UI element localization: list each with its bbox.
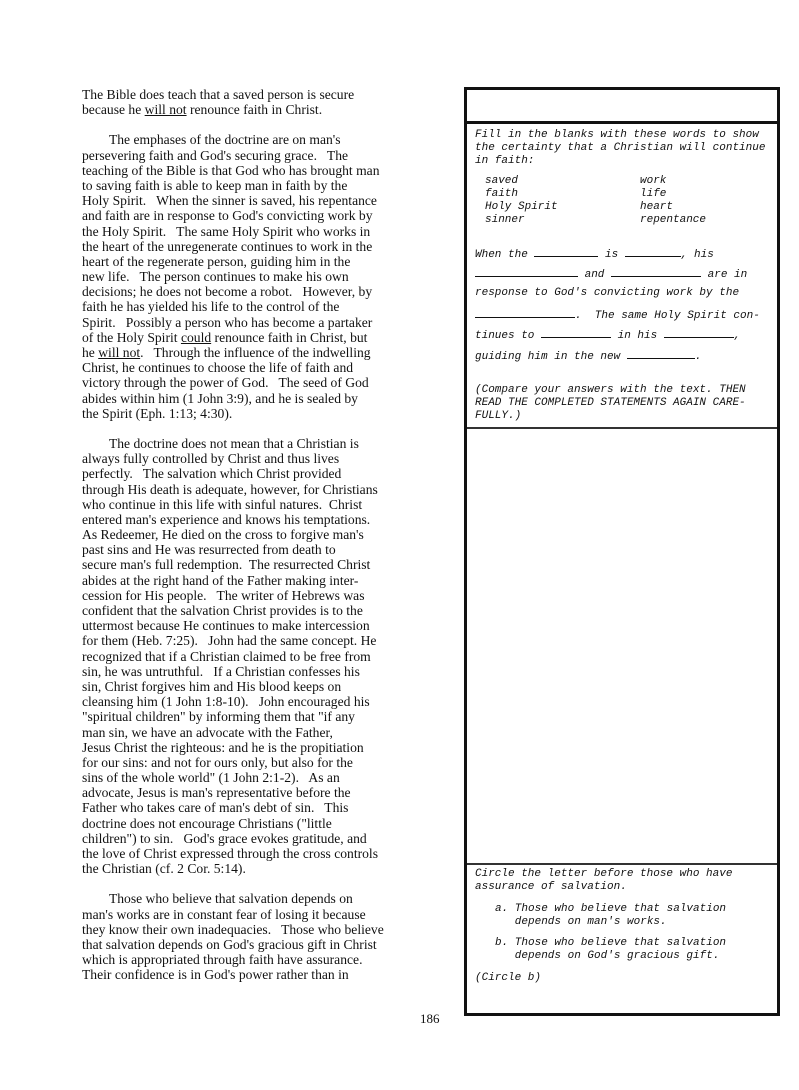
text: secure man's full redemption. The resurrected Christ — [82, 557, 371, 573]
text-line — [82, 132, 464, 147]
answer-blank — [611, 266, 701, 277]
text: teaching of the Bible is that God who has brought man — [82, 162, 380, 178]
main-text-column — [82, 87, 464, 998]
text-line — [82, 861, 464, 876]
word-repentance: repentance — [640, 214, 707, 226]
text: Father who takes care of man's debt of sin. This — [82, 800, 349, 816]
paragraph — [82, 891, 464, 982]
answer-blank — [475, 307, 575, 318]
text-line — [82, 846, 464, 861]
text: children") to sin. God's grace evokes gratitude, and — [82, 830, 367, 846]
answer-blank — [627, 348, 695, 359]
text-line — [82, 193, 464, 208]
text: the Christian (cf. 2 Cor. 5:14). — [82, 861, 246, 877]
text: and — [578, 269, 612, 282]
text: man's works are in constant fear of losing it because — [82, 906, 366, 922]
instruction-line: Fill in the blanks with these words to show — [475, 129, 759, 141]
text-line — [82, 406, 464, 421]
text-line — [82, 87, 464, 102]
text: always fully controlled by Christ and thus lives — [82, 451, 340, 467]
text-line — [82, 269, 464, 284]
text: . Through the influence of the indwelling — [140, 345, 371, 360]
text: The doctrine does not mean that a Christian is — [82, 435, 359, 451]
word-life: life — [640, 188, 667, 200]
text-line — [82, 800, 464, 815]
text: entered man's experience and knows his temptations. — [82, 511, 371, 527]
text: cleansing him (1 John 1:8-10). John encouraged his — [82, 694, 370, 710]
text: , his — [680, 249, 714, 261]
fill-in-sentence-line — [475, 246, 714, 261]
text: of the Holy Spirit — [82, 329, 181, 345]
text: . The same Holy Spirit con- — [575, 309, 760, 322]
word-faith: faith — [485, 188, 519, 200]
text-line — [82, 770, 464, 785]
text: . — [694, 350, 702, 363]
text-line — [82, 254, 464, 269]
circle-letter-exercise — [467, 865, 777, 1013]
answer-blank — [664, 327, 734, 338]
text-line — [82, 618, 464, 633]
text: Their confidence is in God's power rather than in — [82, 967, 349, 983]
text-line — [82, 345, 464, 360]
text-line — [82, 315, 464, 330]
text-line — [82, 299, 464, 314]
text-line — [82, 922, 464, 937]
text: renounce faith in Christ, but — [211, 329, 368, 345]
text-line — [82, 436, 464, 451]
text-line — [82, 497, 464, 512]
text: he — [82, 345, 99, 360]
answer-blank — [625, 246, 681, 257]
text: confident that the salvation Christ provides is to the — [82, 603, 363, 618]
text-line — [82, 755, 464, 770]
paragraph — [82, 87, 464, 117]
text: Those who believe that salvation depends on — [82, 891, 353, 907]
answer-blank — [541, 327, 611, 338]
text-line — [82, 785, 464, 800]
text: they know their own inadequacies. Those who believe — [82, 921, 384, 937]
underlined-text: will not — [144, 102, 187, 118]
answer-blank — [475, 266, 578, 277]
text-line — [82, 891, 464, 906]
text: decisions; he does not become a robot. However, by — [82, 284, 373, 300]
fill-in-sentence-line — [475, 266, 747, 281]
paragraph — [82, 436, 464, 876]
text-line — [82, 360, 464, 375]
word-work: work — [640, 175, 667, 187]
text: persevering faith and God's securing grace. The — [82, 147, 349, 163]
text-line — [82, 952, 464, 967]
text: in his — [611, 330, 664, 343]
text-line — [82, 451, 464, 466]
text: heart of the regenerate person, guiding him in the — [82, 253, 351, 269]
fill-in-sentence-line — [475, 287, 739, 299]
text: and faith are in response to God's convicting work by — [82, 208, 373, 224]
text: victory through the power of God. The seed of God — [82, 375, 369, 391]
note-line: READ THE COMPLETED STATEMENTS AGAIN CARE- — [475, 397, 746, 409]
text: doctrine does not encourage Christians ("little — [82, 815, 332, 831]
text-line — [82, 527, 464, 542]
text: the Spirit (Eph. 1:13; 4:30). — [82, 405, 233, 421]
text: man sin, we have an advocate with the Father, — [82, 724, 333, 740]
underlined-text: will not — [98, 345, 141, 360]
fill-in-blanks-exercise — [467, 124, 777, 429]
text: , — [733, 330, 741, 343]
text-line — [82, 557, 464, 572]
text: Holy Spirit. When the sinner is saved, his repentance — [82, 193, 377, 209]
text-line — [82, 178, 464, 193]
text-line — [82, 102, 464, 117]
text-line — [82, 967, 464, 982]
text-line — [82, 542, 464, 557]
option-a-cont: depends on man's works. — [495, 916, 667, 928]
instruction-line: Circle the letter before those who have — [475, 868, 733, 880]
text: past sins and He was resurrected from death to — [82, 542, 336, 558]
text: sin, he was untruthful. If a Christian confesses his — [82, 663, 360, 679]
text: response to God's convicting work by the — [475, 286, 740, 299]
option-b-cont: depends on God's gracious gift. — [495, 950, 720, 962]
answer-blank — [534, 246, 598, 257]
text-line — [82, 831, 464, 846]
exercise-panel — [464, 87, 780, 1016]
text: Christ, he continues to choose the life of faith and — [82, 360, 354, 376]
instruction-line: in faith: — [475, 155, 535, 167]
text-line — [82, 633, 464, 648]
text: abides at the right hand of the Father making inter- — [82, 572, 359, 588]
text: Jesus Christ the righteous: and he is the propitiation — [82, 739, 364, 755]
text: for our sins: and not for ours only, but also for the — [82, 754, 353, 770]
text-line — [82, 208, 464, 223]
text-line — [82, 694, 464, 709]
text-line — [82, 603, 464, 618]
paragraph — [82, 132, 464, 421]
text: the heart of the unregenerate continues to work in the — [82, 238, 373, 254]
text-line — [82, 937, 464, 952]
text-line — [82, 391, 464, 406]
text: which is appropriated through faith have assurance. — [82, 952, 363, 968]
text-line — [82, 725, 464, 740]
note-line: FULLY.) — [475, 410, 522, 422]
text-line — [82, 375, 464, 390]
text: because he — [82, 102, 145, 118]
text-line — [82, 664, 464, 679]
text: guiding him in the new — [475, 350, 627, 363]
text: sin, Christ forgives him and His blood keeps on — [82, 678, 342, 694]
note-line: (Compare your answers with the text. THEN — [475, 384, 746, 396]
text-line — [82, 148, 464, 163]
instruction-line: assurance of salvation. — [475, 881, 627, 893]
text-line — [82, 649, 464, 664]
text: that salvation depends on God's gracious gift in Christ — [82, 936, 377, 952]
text-line — [82, 709, 464, 724]
text-line — [82, 573, 464, 588]
text-line — [82, 512, 464, 527]
word-heart: heart — [640, 201, 674, 213]
text-line — [82, 239, 464, 254]
text-line — [82, 679, 464, 694]
text: Spirit. Possibly a person who has become a partaker — [82, 314, 373, 330]
text: "spiritual children" by informing them that "if any — [82, 709, 355, 725]
text-line — [82, 224, 464, 239]
text: are in — [701, 269, 748, 282]
text: who continue in this life with sinful natures. Christ — [82, 496, 363, 512]
text-line — [82, 740, 464, 755]
fill-in-sentence-line — [475, 307, 760, 322]
page-number: 186 — [420, 1011, 440, 1026]
text: faith he has yielded his life to the control of the — [82, 299, 340, 315]
text: sins of the whole world" (1 John 2:1-2). As an — [82, 770, 340, 786]
text: to saving faith is able to keep man in faith by the — [82, 177, 348, 193]
text: the love of Christ expressed through the cross controls — [82, 846, 378, 861]
text: perfectly. The salvation which Christ provided — [82, 466, 342, 482]
word-sinner: sinner — [485, 214, 525, 226]
instruction-line: the certainty that a Christian will continue — [475, 142, 766, 154]
text-line — [82, 588, 464, 603]
fill-in-sentence-line — [475, 348, 701, 363]
word-saved: saved — [485, 175, 519, 187]
text: renounce faith in Christ. — [186, 102, 323, 118]
word-holy-spirit: Holy Spirit — [485, 201, 558, 213]
text-line — [82, 330, 464, 345]
text: The emphases of the doctrine are on man's — [82, 132, 341, 148]
text: cession for His people. The writer of Hebrews was — [82, 587, 365, 603]
exercise-frame-blank-middle — [467, 429, 777, 865]
text: When the — [475, 249, 535, 261]
text: through His death is adequate, however, for Christians — [82, 481, 378, 497]
option-a: a. Those who believe that salvation — [495, 903, 727, 915]
text: uttermost because He continues to make intercession — [82, 618, 370, 634]
text: new life. The person continues to make his own — [82, 269, 349, 285]
fill-in-sentence-line — [475, 327, 740, 342]
text: is — [598, 249, 625, 261]
text: abides within him (1 John 3:9), and he is sealed by — [82, 390, 358, 406]
text: recognized that if a Christian claimed to be free from — [82, 648, 371, 664]
text: As Redeemer, He died on the cross to forgive man's — [82, 527, 364, 543]
text: advocate, Jesus is man's representative before the — [82, 785, 351, 801]
text-line — [82, 907, 464, 922]
text: the Holy Spirit. The same Holy Spirit who works in — [82, 223, 371, 239]
option-b: b. Those who believe that salvation — [495, 937, 727, 949]
text: The Bible does teach that a saved person is secure — [82, 87, 355, 102]
underlined-text: could — [180, 329, 212, 345]
text-line — [82, 482, 464, 497]
text-line — [82, 466, 464, 481]
text-line — [82, 163, 464, 178]
text: tinues to — [475, 330, 542, 343]
exercise-frame-blank-top — [467, 90, 777, 124]
answer: (Circle b) — [475, 972, 542, 984]
text-line — [82, 284, 464, 299]
text: for them (Heb. 7:25). John had the same concept. He — [82, 633, 377, 649]
text-line — [82, 816, 464, 831]
